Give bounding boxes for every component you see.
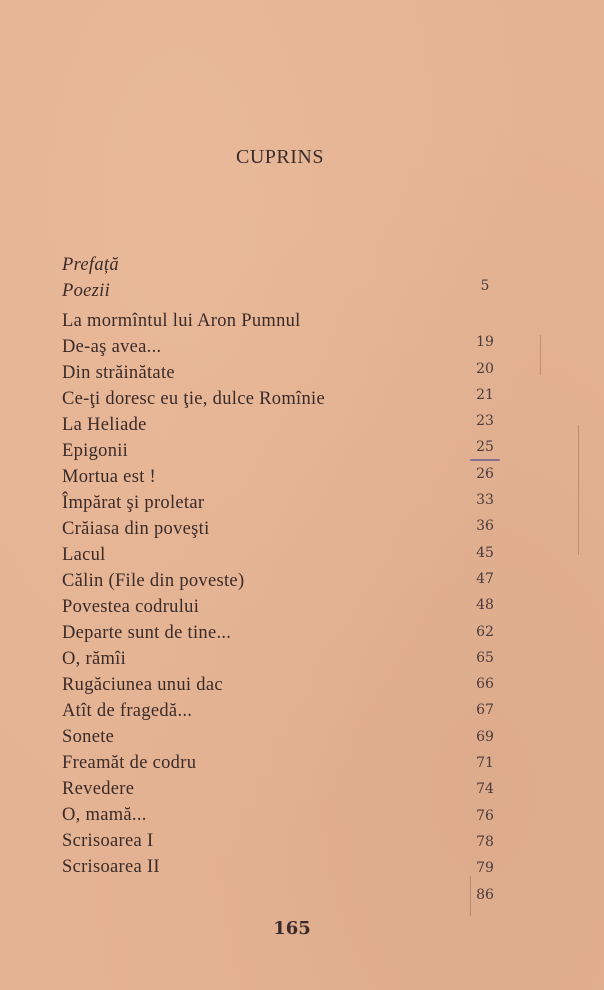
toc-page-number: 62: [476, 623, 494, 640]
toc-entry: Lacul: [62, 545, 106, 565]
table-of-contents: [62, 252, 502, 880]
toc-entry: Crăiasa din poveşti: [62, 519, 210, 539]
toc-page-number: 45: [476, 544, 494, 561]
toc-page-number: 19: [476, 334, 494, 351]
toc-page-number: 48: [476, 597, 494, 614]
pencil-mark: [470, 876, 471, 916]
toc-entry: Atît de fragedă...: [62, 701, 193, 721]
toc-page-number: 67: [476, 702, 494, 719]
toc-entry: La Heliade: [62, 415, 147, 435]
toc-entry: Împărat şi proletar: [62, 493, 205, 513]
toc-page-number: 76: [476, 807, 494, 824]
toc-entry: De-aş avea...: [62, 337, 162, 357]
pencil-mark: [578, 425, 579, 555]
toc-page-number: 36: [476, 518, 494, 535]
toc-entry: Călin (File din poveste): [62, 571, 245, 591]
toc-entry: O, rămîi: [62, 649, 127, 669]
page-number-footer: 165: [273, 918, 311, 939]
toc-entry: Povestea codrului: [62, 597, 200, 617]
toc-page-number: 5: [480, 278, 490, 294]
toc-page-number: 66: [476, 676, 494, 693]
toc-entry-preface: Prefață: [62, 255, 119, 275]
toc-page-number: 26: [476, 465, 494, 482]
toc-page-number: 86: [476, 886, 494, 903]
toc-entry: Ce-ţi doresc eu ţie, dulce Romînie: [62, 389, 325, 409]
toc-page-number: 79: [476, 860, 494, 877]
ink-underline-mark: [470, 459, 500, 461]
toc-page-number: 71: [476, 755, 494, 772]
toc-page-number: 74: [476, 781, 494, 798]
toc-entry: Departe sunt de tine...: [62, 623, 232, 643]
toc-entry-poems-section: Poezii: [62, 281, 111, 301]
toc-entry: Sonete: [62, 727, 115, 747]
pencil-mark: [540, 335, 541, 375]
toc-page-number: 23: [476, 413, 494, 430]
toc-entry: La mormîntul lui Aron Pumnul: [62, 311, 301, 331]
toc-page-number: 69: [476, 728, 494, 745]
toc-page-number: 47: [476, 570, 494, 587]
toc-page-number: 25: [476, 439, 494, 456]
toc-page-number: 33: [476, 492, 494, 509]
toc-entry: Scrisoarea I: [62, 831, 154, 851]
toc-entry: Scrisoarea II: [62, 857, 160, 877]
toc-page-number: 21: [476, 386, 494, 403]
toc-page-number: 20: [476, 360, 494, 377]
page-title: CUPRINS: [236, 146, 324, 168]
toc-page-number: 65: [476, 649, 494, 666]
page-number-column: [460, 273, 510, 908]
toc-page-number: 78: [476, 833, 494, 850]
toc-entry: Freamăt de codru: [62, 753, 197, 773]
toc-entry: Mortua est !: [62, 467, 157, 487]
toc-entry: O, mamă...: [62, 805, 147, 825]
toc-entry: Rugăciunea unui dac: [62, 675, 223, 695]
toc-entry: Epigonii: [62, 441, 129, 461]
toc-entry: Revedere: [62, 779, 135, 799]
toc-entry: Din străinătate: [62, 363, 175, 383]
